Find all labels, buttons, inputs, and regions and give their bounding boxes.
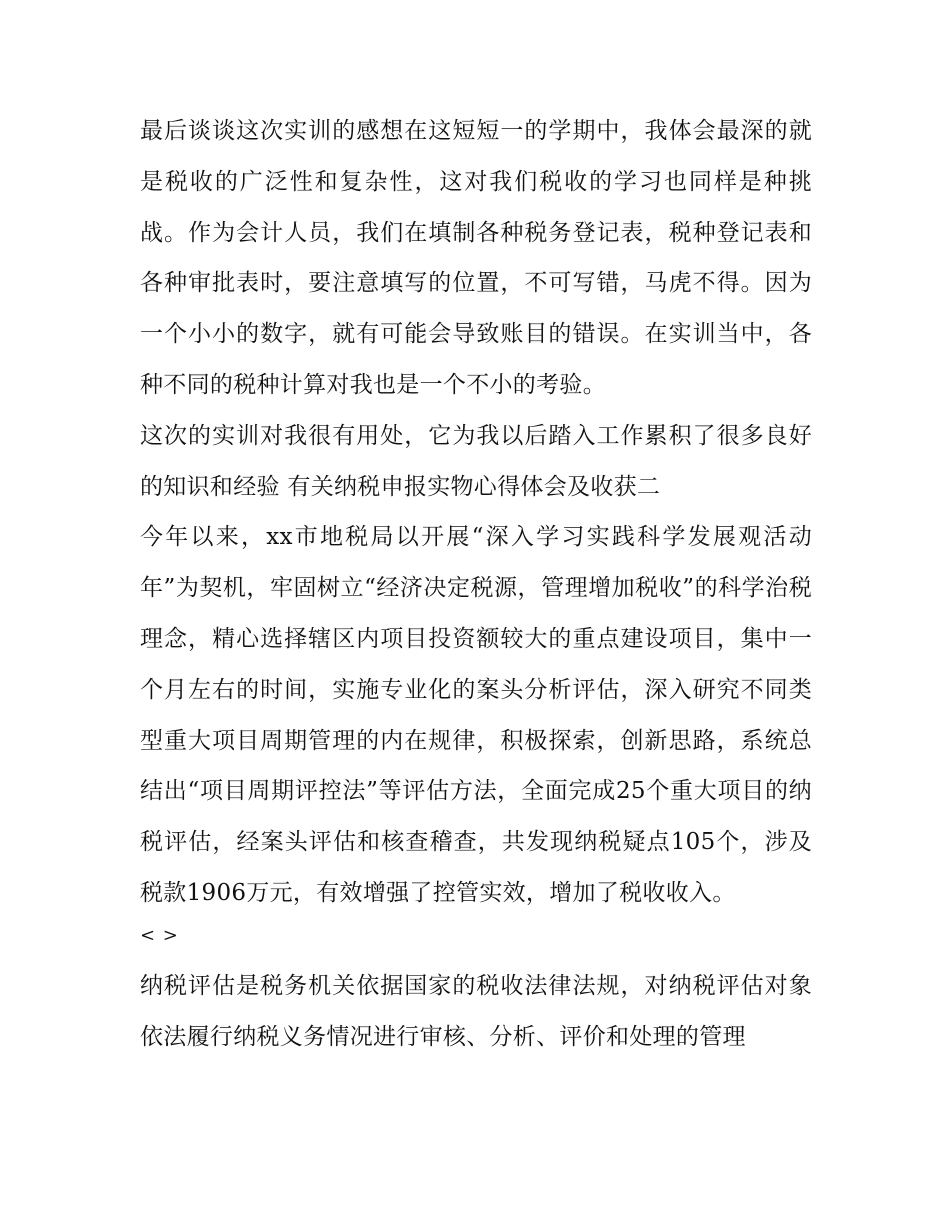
paragraph-training-usefulness: 这次的实训对我很有用处，它为我以后踏入工作累积了很多良好的知识和经验 有关纳税申报实物心得体会及收获二 (140, 422, 812, 500)
document-body (140, 106, 812, 1062)
section-marker: < > (140, 924, 179, 946)
paragraph-training-reflection: 最后谈谈这次实训的感想在这短短一的学期中，我体会最深的就是税收的广泛性和复杂性，这对我们税收的学习也同样是种挑战。作为会计人员，我们在填制各种税务登记表，税种登记表和各种审批表时，要注意填写的位置，不可写错，马虎不得。因为一个小小的数字，就有可能会导致账目的错误。在实训当中，各种不同的税种计算对我也是一个不小的考验。 (140, 118, 812, 398)
paragraph-tax-assessment-definition: 纳税评估是税务机关依据国家的税收法律法规，对纳税评估对象依法履行纳税义务情况进行审核、分析、评价和处理的管理 (140, 972, 812, 1050)
paragraph-tax-bureau-project-evaluation: 今年以来，xx市地税局以开展“深入学习实践科学发展观活动年”为契机，牢固树立“经济决定税源，管理增加税收”的科学治税理念，精心选择辖区内项目投资额较大的重点建设项目，集中一个月左右的时间，实施专业化的案头分析评估，深入研究不同类型重大项目周期管理的内在规律，积极探索，创新思路，系统总结出“项目周期评控法”等评估方法，全面完成25个重大项目的纳税评估，经案头评估和核查稽查，共发现纳税疑点105个，涉及税款1906万元，有效增强了控管实效，增加了税收收入。 (140, 524, 812, 906)
